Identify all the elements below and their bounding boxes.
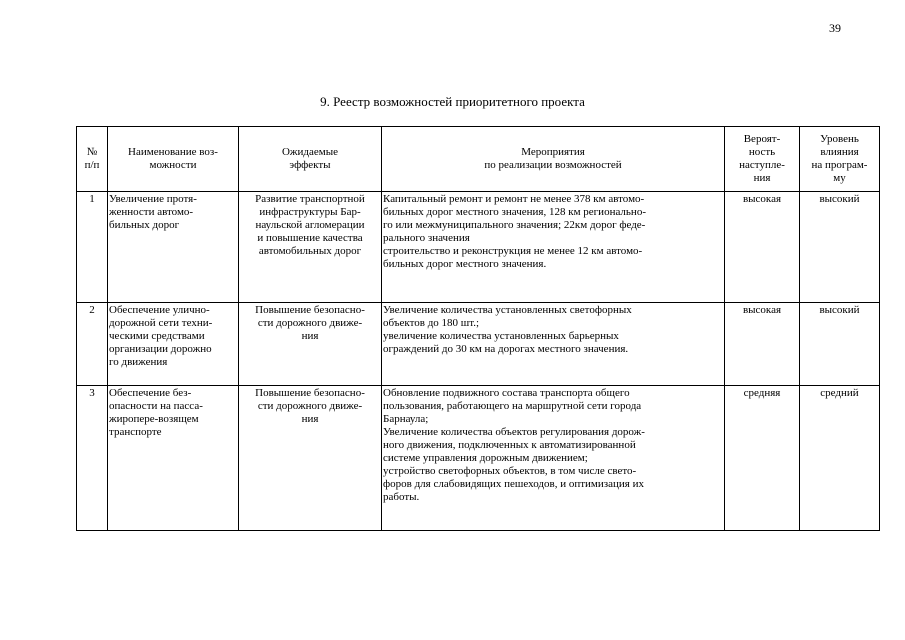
text-line: Капитальный ремонт и ремонт не менее 378 км автомо- — [383, 193, 645, 205]
text-line: Обновление подвижного состава транспорта общего — [383, 387, 630, 399]
text-line: и повышение качества — [257, 232, 363, 244]
text-line: Обеспечение без- — [109, 387, 192, 399]
text-line: Повышение безопасно- — [255, 387, 365, 399]
probability: высокая — [725, 303, 800, 386]
text-line: эффекты — [289, 159, 331, 171]
table-row — [77, 303, 880, 386]
text-line: форов для слабовидящих пешеходов, и оптимизация их — [383, 478, 644, 490]
text-line: работы. — [383, 491, 420, 503]
table-row — [77, 192, 880, 303]
text-line: п/п — [84, 159, 100, 171]
text-line: бильных дорог местного значения. — [383, 258, 547, 270]
expected-effects — [239, 303, 382, 386]
opportunity-name — [108, 192, 239, 303]
impact-level: высокий — [800, 303, 880, 386]
text-line: му — [833, 172, 846, 184]
header-impact — [800, 127, 880, 192]
probability: средняя — [725, 386, 800, 531]
text-line: опасности на пасса- — [109, 400, 203, 412]
probability: высокая — [725, 192, 800, 303]
text-line: наульской агломерации — [255, 219, 365, 231]
text-line: дорожной сети техни- — [109, 317, 213, 329]
text-line: наступле- — [739, 159, 785, 171]
text-line: Наименование воз- — [128, 146, 218, 158]
impact-level: средний — [800, 386, 880, 531]
text-line: ческими средствами — [109, 330, 205, 342]
header-num — [77, 127, 108, 192]
text-line: Мероприятия — [521, 146, 585, 158]
page-number: 39 — [829, 21, 841, 35]
text-line: увеличение количества установленных барьерных — [383, 330, 619, 342]
measures — [382, 303, 725, 386]
text-line: Вероят- — [743, 133, 781, 145]
header-name — [108, 127, 239, 192]
text-line: пользования, работающего на маршрутной сети города — [383, 400, 642, 412]
text-line: ния — [301, 330, 319, 342]
expected-effects — [239, 386, 382, 531]
row-number: 3 — [77, 386, 108, 531]
text-line: транспорте — [109, 426, 162, 438]
text-line: бильных дорог — [109, 219, 180, 231]
text-line: Обеспечение улично- — [109, 304, 210, 316]
text-line: сти дорожного движе- — [257, 317, 363, 329]
text-line: Повышение безопасно- — [255, 304, 365, 316]
page-title: 9. Реестр возможностей приоритетного проекта — [320, 94, 585, 109]
text-line: объектов до 180 шт.; — [383, 317, 480, 329]
text-line: жиропере-возящем — [109, 413, 199, 425]
row-number: 1 — [77, 192, 108, 303]
text-line: ного движения, подключенных к автоматизированной — [383, 439, 636, 451]
text-line: на програм- — [811, 159, 868, 171]
text-line: го движения — [109, 356, 168, 368]
opportunities-registry-table — [76, 126, 880, 531]
text-line: бильных дорог местного значения, 128 км регионально- — [383, 206, 646, 218]
text-line: ограждений до 30 км на дорогах местного значения. — [383, 343, 629, 355]
text-line: ния — [753, 172, 771, 184]
text-line: Увеличение количества объектов регулирования дорож- — [383, 426, 645, 438]
opportunity-name — [108, 386, 239, 531]
text-line: Увеличение количества установленных светофорных — [383, 304, 632, 316]
measures — [382, 386, 725, 531]
table-header-row — [77, 127, 880, 192]
text-line: го или межмуниципального значения; 22км дорог феде- — [383, 219, 646, 231]
header-effects — [239, 127, 382, 192]
text-line: Барнаула; — [383, 413, 429, 425]
header-probability — [725, 127, 800, 192]
text-line: системе управления дорожным движением; — [383, 452, 588, 464]
text-line: по реализации возможностей — [484, 159, 622, 171]
text-line: Ожидаемые — [281, 146, 339, 158]
text-line: сти дорожного движе- — [257, 400, 363, 412]
text-line: можности — [149, 159, 197, 171]
text-line: автомобильных дорог — [258, 245, 362, 257]
table-row — [77, 386, 880, 531]
text-line: рального значения — [383, 232, 470, 244]
text-line: устройство светофорных объектов, в том числе свето- — [383, 465, 637, 477]
text-line: № — [86, 146, 98, 158]
expected-effects — [239, 192, 382, 303]
text-line: строительство и реконструкция не менее 12 км автомо- — [383, 245, 643, 257]
header-actions — [382, 127, 725, 192]
text-line: Уровень — [820, 133, 859, 145]
text-line: Развитие транспортной — [255, 193, 365, 205]
row-number: 2 — [77, 303, 108, 386]
text-line: инфраструктуры Бар- — [259, 206, 361, 218]
text-line: организации дорожно — [109, 343, 212, 355]
text-line: Увеличение протя- — [109, 193, 197, 205]
text-line: женности автомо- — [109, 206, 194, 218]
text-line: ность — [748, 146, 776, 158]
opportunity-name — [108, 303, 239, 386]
text-line: влияния — [820, 146, 859, 158]
impact-level: высокий — [800, 192, 880, 303]
measures — [382, 192, 725, 303]
text-line: ния — [301, 413, 319, 425]
